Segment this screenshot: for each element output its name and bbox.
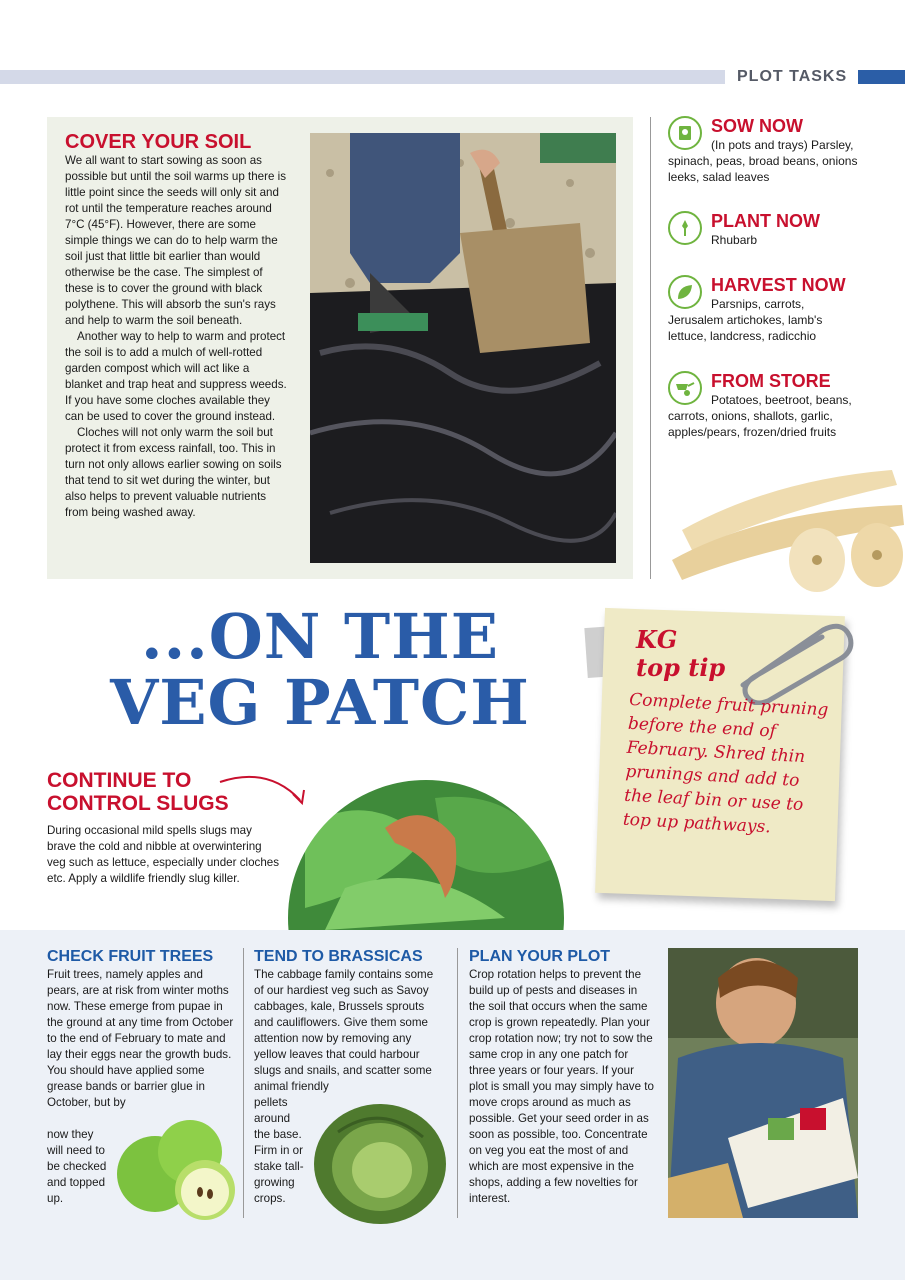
tip-text: Complete fruit pruning before the end of February. Shred thin prunings and add to the leaf bin or use to top up pathways. xyxy=(622,689,829,838)
slugs-title-line2: CONTROL SLUGS xyxy=(47,792,229,815)
from-store-title: FROM STORE xyxy=(711,371,831,391)
column-divider xyxy=(457,948,458,1218)
slugs-title-line1: CONTINUE TO xyxy=(47,769,192,792)
column-divider xyxy=(650,117,651,579)
plan-plot-title: PLAN YOUR PLOT xyxy=(469,948,611,965)
paperclip-icon xyxy=(728,615,858,705)
headline-line2: VEG PATCH xyxy=(110,666,530,739)
parsnips-photo xyxy=(672,450,905,595)
brassicas-text-narrow: pellets around the base. Firm in or stake tall-growing crops. xyxy=(254,1096,304,1205)
cover-paragraph: Cloches will not only warm the soil but protect it from excess rainfall, too. This in turn not only allows earlier sowing on soils that tend to sit wet during the winter, but also helps to prevent valuable nutrients from being washed away. xyxy=(65,426,282,519)
tip-heading-line2: top tip xyxy=(636,653,726,682)
seed-catalogue-photo xyxy=(668,948,858,1218)
header-band xyxy=(0,70,725,84)
cover-soil-title: COVER YOUR SOIL xyxy=(65,131,252,153)
sow-now-text: (In pots and trays) Parsley, spinach, peas, broad beans, onions leeks, salad leaves xyxy=(668,138,858,184)
column-divider xyxy=(243,948,244,1218)
harvest-now-text: Parsnips, carrots, Jerusalem artichokes, lamb's lettuce, landcress, radicchio xyxy=(668,297,823,343)
section-tab xyxy=(858,70,905,84)
cover-soil-text xyxy=(65,153,287,521)
tip-heading xyxy=(636,626,725,682)
sow-now-title: SOW NOW xyxy=(711,116,803,136)
headline-line1: ...ON THE xyxy=(141,600,499,673)
cover-paragraph: Another way to help to warm and protect the soil is to add a mulch of well-rotted garden compost which will act like a blanket and trap heat and suppress weeds. If you have some cloches available they can be used to cover the ground instead. xyxy=(65,330,287,423)
fruit-trees-title: CHECK FRUIT TREES xyxy=(47,948,214,965)
plan-plot-text: Crop rotation helps to prevent the build up of pests and diseases in the soil that occurs when the same crop is grown repeatedly. Plan your crop rotation now; try not to sow the same crop in any one patch for three years or four years. If your plot is small you may simply have to move crops around as much as possible. Get your seed order in as soon as possible, too. Concentrate on veg you eat the most of and which are most expensive in the shops, adding a few novelties for interest. xyxy=(469,968,654,1205)
cabbage-photo xyxy=(308,1092,453,1230)
brassicas-title: TEND TO BRASSICAS xyxy=(254,948,423,965)
plant-now-title: PLANT NOW xyxy=(711,211,820,231)
veg-patch-headline xyxy=(40,600,600,739)
cover-paragraph: We all want to start sowing as soon as possible but until the soil warms up there is little point since the seeds will only sit and rot until the temperature reaches around 7°C (45°F). However, there are some simple things we can do to help warm the soil just that little bit earlier than would otherwise be the case. The simplest of these is to cover the ground with black polythene. This will absorb the sun's rays and help to warm the soil beneath. xyxy=(65,154,287,327)
plant-now-text: Rhubarb xyxy=(711,233,758,247)
fruit-trees-text-narrow: now they will need to be checked and topped up. xyxy=(47,1128,107,1205)
harvest-now-title: HARVEST NOW xyxy=(711,275,846,295)
polythene-photo xyxy=(310,133,616,563)
apples-photo xyxy=(110,1112,240,1222)
slugs-text: During occasional mild spells slugs may brave the cold and nibble at overwintering veg such as lettuce, especially under cloches etc. Apply a wildlife friendly slug killer. xyxy=(47,824,280,885)
fruit-trees-text: Fruit trees, namely apples and pears, are at risk from winter moths now. These emerge from pupae in the ground at any time from October to the end of February to mate and lay their eggs near the growth buds. You should have applied some grease bands or barrier glue in October, but by xyxy=(47,968,234,1109)
section-label: PLOT TASKS xyxy=(737,68,848,85)
slugs-title xyxy=(47,769,229,815)
trowel-plant-icon xyxy=(668,211,702,245)
from-store-text: Potatoes, beetroot, beans, carrots, onions, shallots, garlic, apples/pears, frozen/dried fruits xyxy=(668,393,852,439)
brassicas-text: The cabbage family contains some of our hardiest veg such as Savoy cabbages, kale, Brussels sprouts and cauliflowers. Give them some attention now by removing any yellow leaves that could harbour slugs and snails, and scatter some animal friendly xyxy=(254,968,434,1093)
slug-photo xyxy=(285,768,567,930)
tip-heading-line1: KG xyxy=(636,625,678,654)
